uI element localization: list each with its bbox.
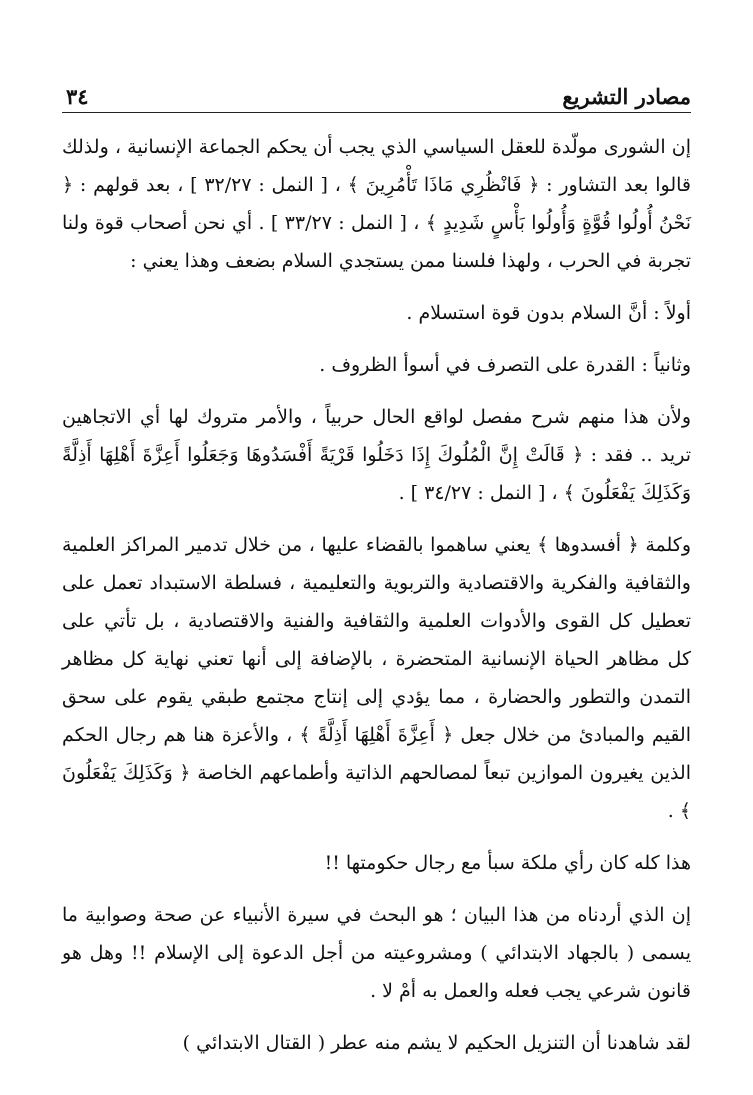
body-text [62, 128, 691, 1070]
paragraph-first: أولاً : أنَّ السلام بدون قوة استسلام . [406, 302, 691, 324]
paragraph-afsaduha: وكلمة ﴿ أفسدوها ﴾ يعني ساهموا بالقضاء عليها ، من خلال تدمير المراكز العلمية والثقافية والفكرية والاقتصادية والتربوية والتعليمية ، فسلطة الاستبداد تعمل على تعطيل كل القوى والأدوات العلمية والثقافية والفنية والاقتصادية ، بل تأتي على كل مظاهر الحياة الإنسانية المتحضرة ، بالإضافة إلى أنها تعني نهاية كل مظاهر التمدن والتطور والحضارة ، مما يؤدي إلى إنتاج مجتمع طبقي يقوم على سحق القيم والمبادئ من خلال جعل ﴿ أَعِزَّةَ أَهْلِهَا أَذِلَّةً ﴾ ، والأعزة هنا هم رجال الحكم الذين يغيرون الموازين تبعاً لمصالحهم الذاتية وأطماعهم الخاصة ﴿ وَكَذَلِكَ يَفْعَلُونَ ﴾ . [62, 534, 691, 822]
paragraph-queen-sheba: هذا كله كان رأي ملكة سبأ مع رجال حكومتها !! [324, 852, 691, 874]
paragraph-shura: إن الشورى مولّدة للعقل السياسي الذي يجب أن يحكم الجماعة الإنسانية ، ولذلك قالوا بعد التشاور : ﴿ فَانْظُرِي مَاذَا تَأْمُرِينَ ﴾ ، [ النمل : ٣٢/٢٧ ] ، بعد قولهم : ﴿ نَحْنُ أُولُوا قُوَّةٍ وَأُولُوا بَأْسٍ شَدِيدٍ ﴾ ، [ النمل : ٣٣/٢٧ ] . أي نحن أصحاب قوة ولنا تجربة في الحرب ، ولهذا فلسنا ممن يستجدي السلام بضعف وهذا يعني : [62, 136, 691, 272]
paragraph-tanzil: لقد شاهدنا أن التنزيل الحكيم لا يشم منه عطر ( القتال الابتدائي ) [182, 1032, 691, 1054]
paragraph-jihad: إن الذي أردناه من هذا البيان ؛ هو البحث في سيرة الأنبياء عن صحة وصوابية ما يسمى ( بالجهاد الابتدائي ) ومشروعيته من أجل الدعوة إلى الإسلام !! وهل هو قانون شرعي يجب فعله والعمل به أمْ لا . [62, 904, 691, 1002]
page-header [62, 80, 691, 113]
paragraph-second: وثانياً : القدرة على التصرف في أسوأ الظروف . [319, 354, 691, 376]
paragraph-kings: ولأن هذا منهم شرح مفصل لواقع الحال حربياً ، والأمر متروك لها أي الاتجاهين تريد .. فقد : ﴿ قَالَتْ إِنَّ الْمُلُوكَ إِذَا دَخَلُوا قَرْيَةً أَفْسَدُوهَا وَجَعَلُوا أَعِزَّةَ أَهْلِهَا أَذِلَّةً وَكَذَلِكَ يَفْعَلُونَ ﴾ ، [ النمل : ٣٤/٢٧ ] . [62, 406, 691, 504]
page-number: ٣٤ [66, 84, 89, 109]
running-title: مصادر التشريع [562, 84, 691, 109]
